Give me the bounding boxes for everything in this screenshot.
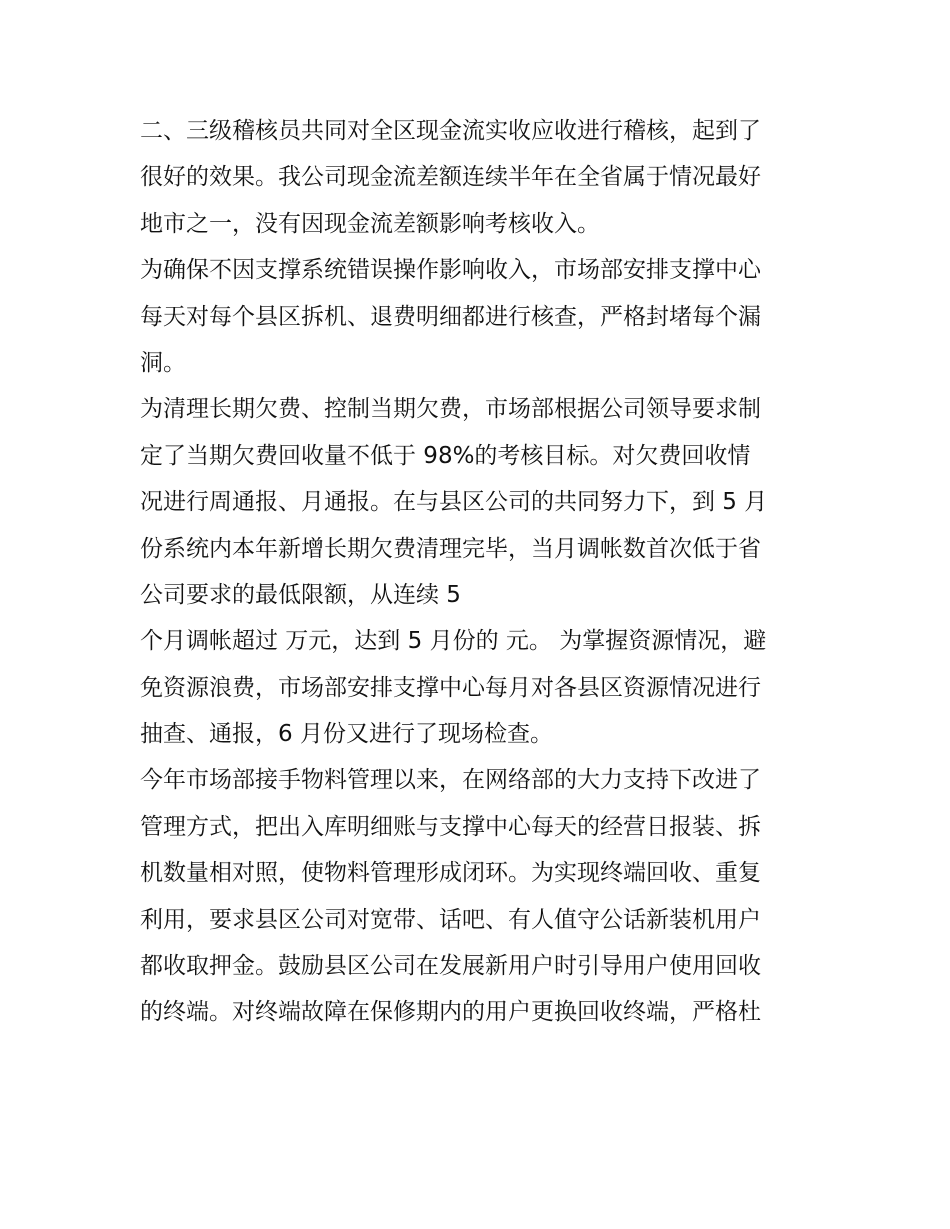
text-line: 为清理长期欠费、控制当期欠费，市场部根据公司领导要求制: [140, 396, 761, 423]
text-line: 地市之一，没有因现金流差额影响考核收入。: [140, 210, 600, 237]
text-line: 的终端。对终端故障在保修期内的用户更换回收终端，严格杜: [140, 999, 761, 1026]
text-line: 都收取押金。鼓励县区公司在发展新用户时引导用户使用回收: [140, 953, 761, 980]
document-body: [140, 108, 820, 1036]
text-line: 二、三级稽核员共同对全区现金流实收应收进行稽核，起到了: [140, 118, 761, 144]
text-line: 每天对每个县区拆机、退费明细都进行核查，严格封堵每个漏: [140, 303, 761, 330]
text-line: 份系统内本年新增长期欠费清理完毕，当月调帐数首次低于省: [140, 535, 761, 562]
text-line: 今年市场部接手物料管理以来，在网络部的大力支持下改进了: [140, 767, 761, 794]
text-line: 洞。: [140, 349, 186, 376]
text-line: 况进行周通报、月通报。在与县区公司的共同努力下，到 5 月: [140, 489, 768, 516]
text-line: 抽查、通报，6 月份又进行了现场检查。: [140, 721, 553, 748]
text-line: 免资源浪费，市场部安排支撑中心每月对各县区资源情况进行: [140, 674, 761, 701]
text-line: 为确保不因支撑系统错误操作影响收入，市场部安排支撑中心: [140, 257, 761, 284]
text-line: 定了当期欠费回收量不低于 98%的考核目标。对欠费回收情: [140, 442, 751, 469]
text-line: 很好的效果。我公司现金流差额连续半年在全省属于情况最好: [140, 164, 761, 191]
text-line: 公司要求的最低限额，从连续 5: [140, 581, 461, 608]
text-line: 管理方式，把出入库明细账与支撑中心每天的经营日报装、拆: [140, 813, 761, 840]
text-line: 利用，要求县区公司对宽带、话吧、有人值守公话新装机用户: [140, 906, 761, 933]
text-line: 机数量相对照，使物料管理形成闭环。为实现终端回收、重复: [140, 860, 761, 887]
text-line: 个月调帐超过 万元，达到 5 月份的 元。 为掌握资源情况，避: [140, 628, 767, 655]
